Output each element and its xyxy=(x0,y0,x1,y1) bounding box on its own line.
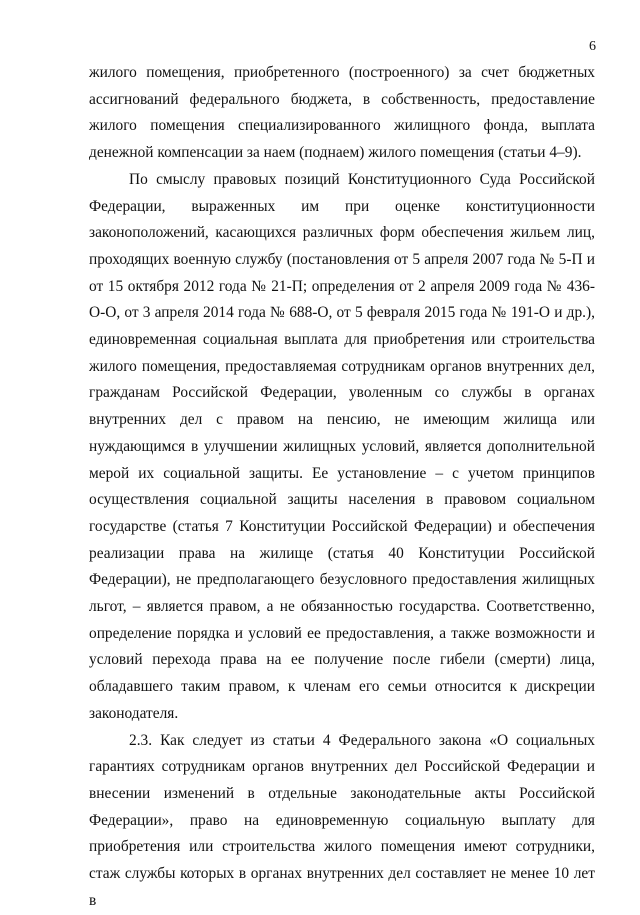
paragraph-continuation: жилого помещения, приобретенного (построенного) за счет бюджетных ассигнований федерального бюджета, в собственность, предоставление жилого помещения специализированного жилищного фонда, выплата денежной компенсации за наем (поднаем) жилого помещения (статьи 4–9). xyxy=(89,64,595,162)
paragraph-legal-positions: По смыслу правовых позиций Конституционного Суда Российской Федерации, выраженных им при оценке конституционности законоположений, касающихся различных форм обеспечения жильем лиц, проходящих военную службу (постановления от 5 апреля 2007 года № 5-П и от 15 октября 2012 года № 21-П; определения от 2 апреля 2009 года № 436-О-О, от 3 апреля 2014 года № 688-О, от 5 февраля 2015 года № 191-О и др.), единовременная социальная выплата для приобретения или строительства жилого помещения, предоставляемая сотрудникам органов внутренних дел, гражданам Российской Федерации, уволенным со службы в органах внутренних дел с правом на пенсию, не имеющим жилища или нуждающимся в улучшении жилищных условий, является дополнительной мерой их социальной защиты. Ее установление – с учетом принципов осуществления социальной защиты населения в правовом социальном государстве (статья 7 Конституции Российской Федерации) и обеспечения реализации права на жилище (статья 40 Конституции Российской Федерации), не предполагающего безусловного предоставления жилищных льгот, – является правом, а не обязанностью государства. Соответственно, определение порядка и условий ее предоставления, а также возможности и условий перехода права на ее получение после гибели (смерти) лица, обладавшего таким правом, к членам его семьи относится к дискреции законодателя. xyxy=(89,170,595,722)
paragraph-section-2-3: 2.3. Как следует из статьи 4 Федерального закона «О социальных гарантиях сотрудникам органов внутренних дел Российской Федерации и внесении изменений в отдельные законодательные акты Российской Федерации», право на единовременную социальную выплату для приобретения или строительства жилого помещения имеют сотрудники, стаж службы которых в органах внутренних дел составляет не менее 10 лет в xyxy=(89,731,595,909)
page-number: 6 xyxy=(589,39,596,54)
document-body xyxy=(89,60,595,915)
